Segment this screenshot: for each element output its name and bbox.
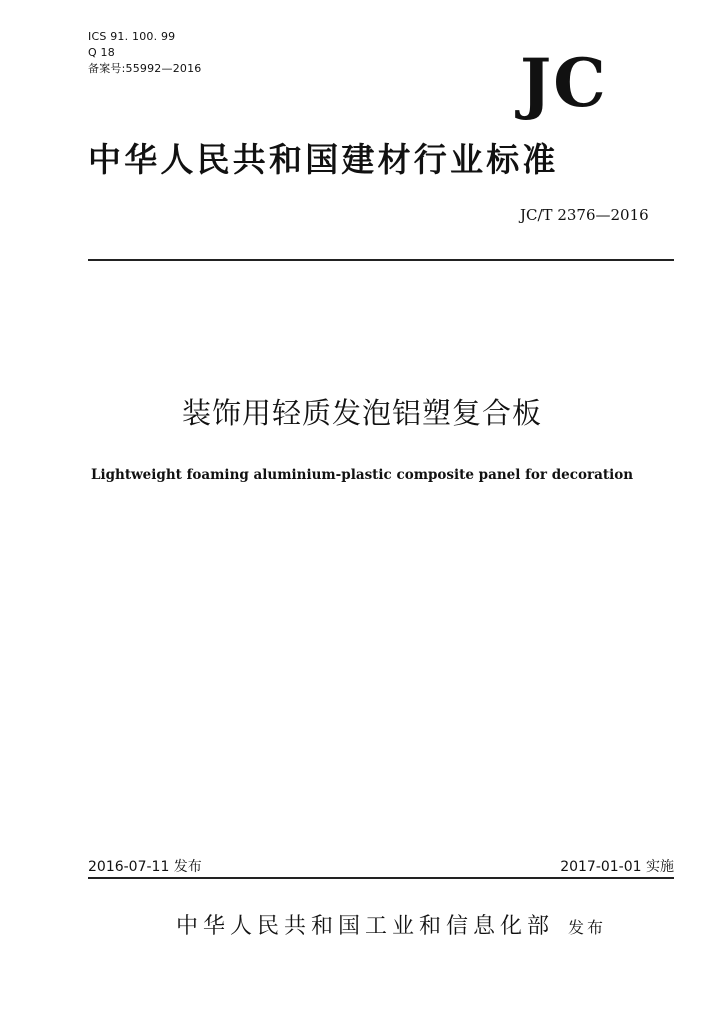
footer-divider	[88, 877, 674, 879]
ccs-code: Q 18	[88, 46, 115, 59]
standard-category: 中华人民共和国建材行业标准	[88, 140, 559, 179]
issue-date: 2016-07-11 发布	[88, 859, 202, 875]
record-number: 备案号:55992—2016	[88, 62, 202, 75]
publisher-block	[176, 913, 606, 942]
publisher-name: 中华人民共和国工业和信息化部	[176, 914, 555, 939]
implementation-date: 2017-01-01 实施	[560, 859, 674, 875]
jc-logo: JC	[520, 44, 608, 122]
ics-code: ICS 91. 100. 99	[88, 30, 176, 43]
standard-number: JC/T 2376—2016	[520, 206, 649, 224]
publisher-suffix: 发布	[568, 918, 607, 937]
title-chinese: 装饰用轻质发泡铝塑复合板	[181, 396, 542, 430]
header-divider	[88, 259, 674, 261]
title-english: Lightweight foaming aluminium-plastic composite panel for decoration	[90, 467, 634, 483]
